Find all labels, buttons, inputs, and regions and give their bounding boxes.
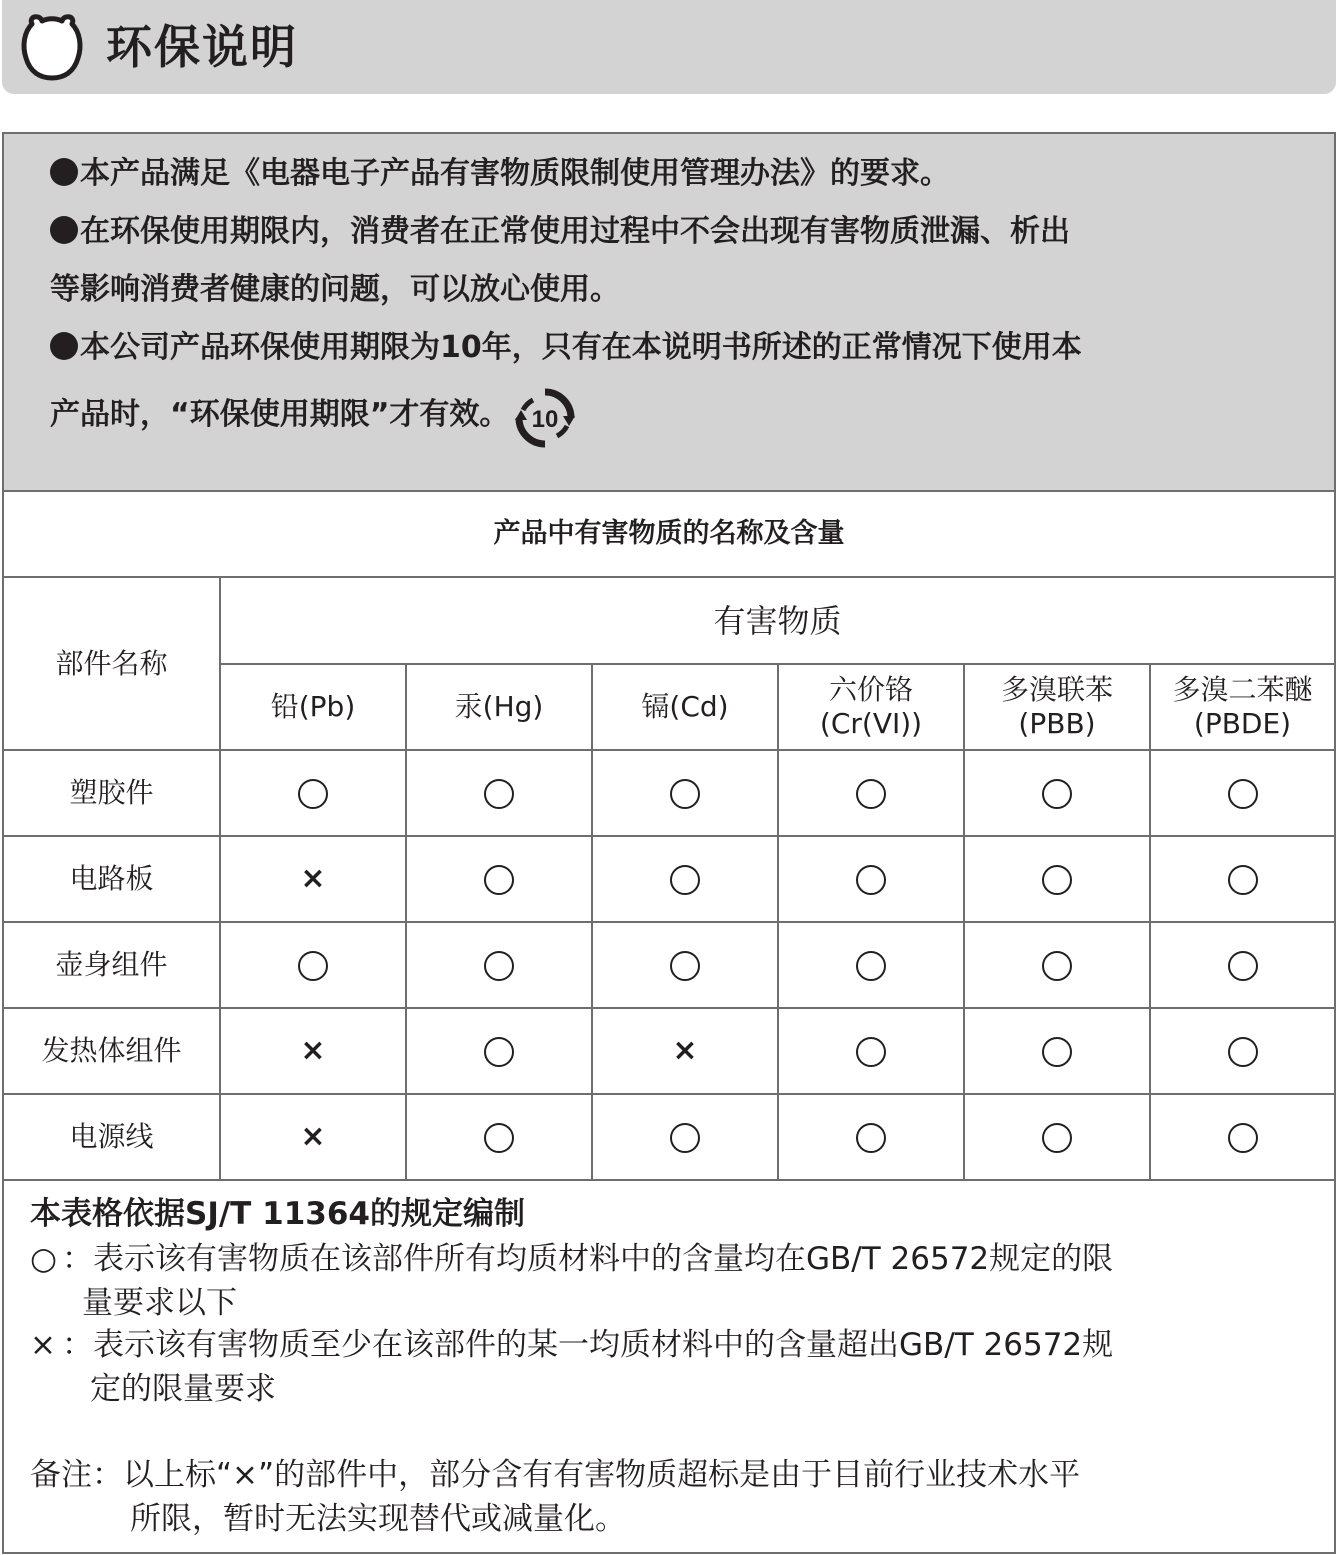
note-3-continued: 产品时，“环保使用期限”才有效。 10 — [50, 386, 577, 450]
compliant-mark — [1042, 1123, 1072, 1153]
compliant-mark — [1228, 951, 1258, 981]
exceeds-limit-mark: × — [300, 1119, 326, 1154]
note-1: 本产品满足《电器电子产品有害物质限制使用管理办法》的要求。 — [50, 154, 950, 194]
substance-status-cell — [220, 836, 406, 922]
table-row — [4, 922, 1334, 1008]
part-name-header: 部件名称 — [4, 578, 220, 750]
substance-status-cell — [1150, 922, 1334, 1008]
eco-icon-number: 10 — [532, 406, 559, 433]
compliant-mark — [670, 865, 700, 895]
compliant-mark — [670, 779, 700, 809]
substance-status-cell — [964, 750, 1150, 836]
content-frame — [2, 132, 1336, 1554]
compliant-mark — [1228, 1037, 1258, 1067]
substance-status-cell — [406, 836, 592, 922]
substance-status-cell — [220, 750, 406, 836]
substance-status-cell — [592, 750, 778, 836]
substance-status-cell — [220, 1008, 406, 1094]
substance-status-cell — [778, 750, 964, 836]
substance-column-header: 铅(Pb) — [220, 664, 406, 750]
compliant-mark — [856, 865, 886, 895]
compliant-mark — [856, 951, 886, 981]
table-title: 产品中有害物质的名称及含量 — [4, 492, 1334, 578]
compliant-mark — [298, 951, 328, 981]
compliant-mark — [1042, 1037, 1072, 1067]
part-name-cell: 壶身组件 — [4, 922, 220, 1008]
remark: 备注：以上标“×”的部件中，部分含有有害物质超标是由于目前行业技术水平 — [30, 1457, 1081, 1493]
substance-status-cell — [964, 836, 1150, 922]
part-name-cell: 发热体组件 — [4, 1008, 220, 1094]
table-row — [4, 1008, 1334, 1094]
compliant-mark — [1042, 865, 1072, 895]
circle-definition-continued: 量要求以下 — [82, 1285, 237, 1321]
substance-status-cell — [406, 1094, 592, 1180]
compliant-mark — [484, 1037, 514, 1067]
section-header — [2, 0, 1336, 94]
substance-status-cell — [406, 750, 592, 836]
cross-definition: × ：表示该有害物质至少在该部件的某一均质材料中的含量超出GB/T 26572规 — [30, 1324, 1113, 1367]
circle-symbol: ○ — [30, 1241, 58, 1277]
compliant-mark — [1228, 779, 1258, 809]
substance-status-cell — [592, 922, 778, 1008]
substance-status-cell — [778, 922, 964, 1008]
compliant-mark — [1228, 865, 1258, 895]
substance-status-cell — [778, 836, 964, 922]
compliant-mark — [856, 1123, 886, 1153]
substance-column-header: 多溴联苯 (PBB) — [964, 664, 1150, 750]
substance-column-header: 多溴二苯醚 (PBDE) — [1150, 664, 1334, 750]
substance-column-header: 汞(Hg) — [406, 664, 592, 750]
exceeds-limit-mark: × — [300, 861, 326, 896]
bullet-icon — [50, 158, 78, 186]
substance-status-cell — [964, 1008, 1150, 1094]
compliant-mark — [670, 1123, 700, 1153]
bear-head-icon — [18, 12, 86, 82]
exceeds-limit-mark: × — [672, 1033, 698, 1068]
substance-status-cell — [592, 1008, 778, 1094]
substance-status-cell — [406, 922, 592, 1008]
note-2: 在环保使用期限内，消费者在正常使用过程中不会出现有害物质泄漏、析出 — [50, 212, 1070, 252]
part-name-cell: 塑胶件 — [4, 750, 220, 836]
cross-symbol: × — [30, 1327, 56, 1363]
bullet-icon — [50, 216, 78, 244]
substance-status-cell — [592, 1094, 778, 1180]
substance-status-cell — [964, 1094, 1150, 1180]
hazardous-substance-header: 有害物质 — [220, 578, 1334, 664]
notes-box — [4, 134, 1334, 492]
compliant-mark — [484, 951, 514, 981]
compliant-mark — [1228, 1123, 1258, 1153]
hazardous-substance-table — [4, 578, 1334, 1181]
compliant-mark — [484, 1123, 514, 1153]
circle-definition: ○ ：表示该有害物质在该部件所有均质材料中的含量均在GB/T 26572规定的限 — [30, 1238, 1113, 1281]
exceeds-limit-mark: × — [300, 1033, 326, 1068]
compliant-mark — [1042, 951, 1072, 981]
table-header-row — [4, 578, 1334, 664]
substance-status-cell — [220, 922, 406, 1008]
substance-status-cell — [1150, 1094, 1334, 1180]
table-row — [4, 1094, 1334, 1180]
compliant-mark — [856, 779, 886, 809]
compliant-mark — [484, 779, 514, 809]
page-title: 环保说明 — [106, 20, 298, 74]
substance-status-cell — [1150, 750, 1334, 836]
substance-status-cell — [1150, 1008, 1334, 1094]
compliant-mark — [298, 779, 328, 809]
compliant-mark — [856, 1037, 886, 1067]
substance-status-cell — [406, 1008, 592, 1094]
compliant-mark — [670, 951, 700, 981]
substance-status-cell — [778, 1094, 964, 1180]
compliant-mark — [484, 865, 514, 895]
substance-status-cell — [1150, 836, 1334, 922]
substance-status-cell — [778, 1008, 964, 1094]
remark-continued: 所限，暂时无法实现替代或减量化。 — [130, 1501, 626, 1537]
substance-status-cell — [220, 1094, 406, 1180]
table-basis: 本表格依据SJ/T 11364的规定编制 — [30, 1196, 525, 1232]
substance-status-cell — [964, 922, 1150, 1008]
note-3: 本公司产品环保使用期限为10年，只有在本说明书所述的正常情况下使用本 — [50, 328, 1082, 368]
note-2-continued: 等影响消费者健康的问题，可以放心使用。 — [50, 272, 620, 307]
table-row — [4, 750, 1334, 836]
bullet-icon — [50, 332, 78, 360]
substance-column-header: 镉(Cd) — [592, 664, 778, 750]
environment-protection-use-period-icon — [513, 386, 577, 450]
substance-status-cell — [592, 836, 778, 922]
table-row — [4, 836, 1334, 922]
cross-definition-continued: 定的限量要求 — [90, 1371, 276, 1407]
part-name-cell: 电源线 — [4, 1094, 220, 1180]
substance-column-header: 六价铬 (Cr(VI)) — [778, 664, 964, 750]
part-name-cell: 电路板 — [4, 836, 220, 922]
compliant-mark — [1042, 779, 1072, 809]
